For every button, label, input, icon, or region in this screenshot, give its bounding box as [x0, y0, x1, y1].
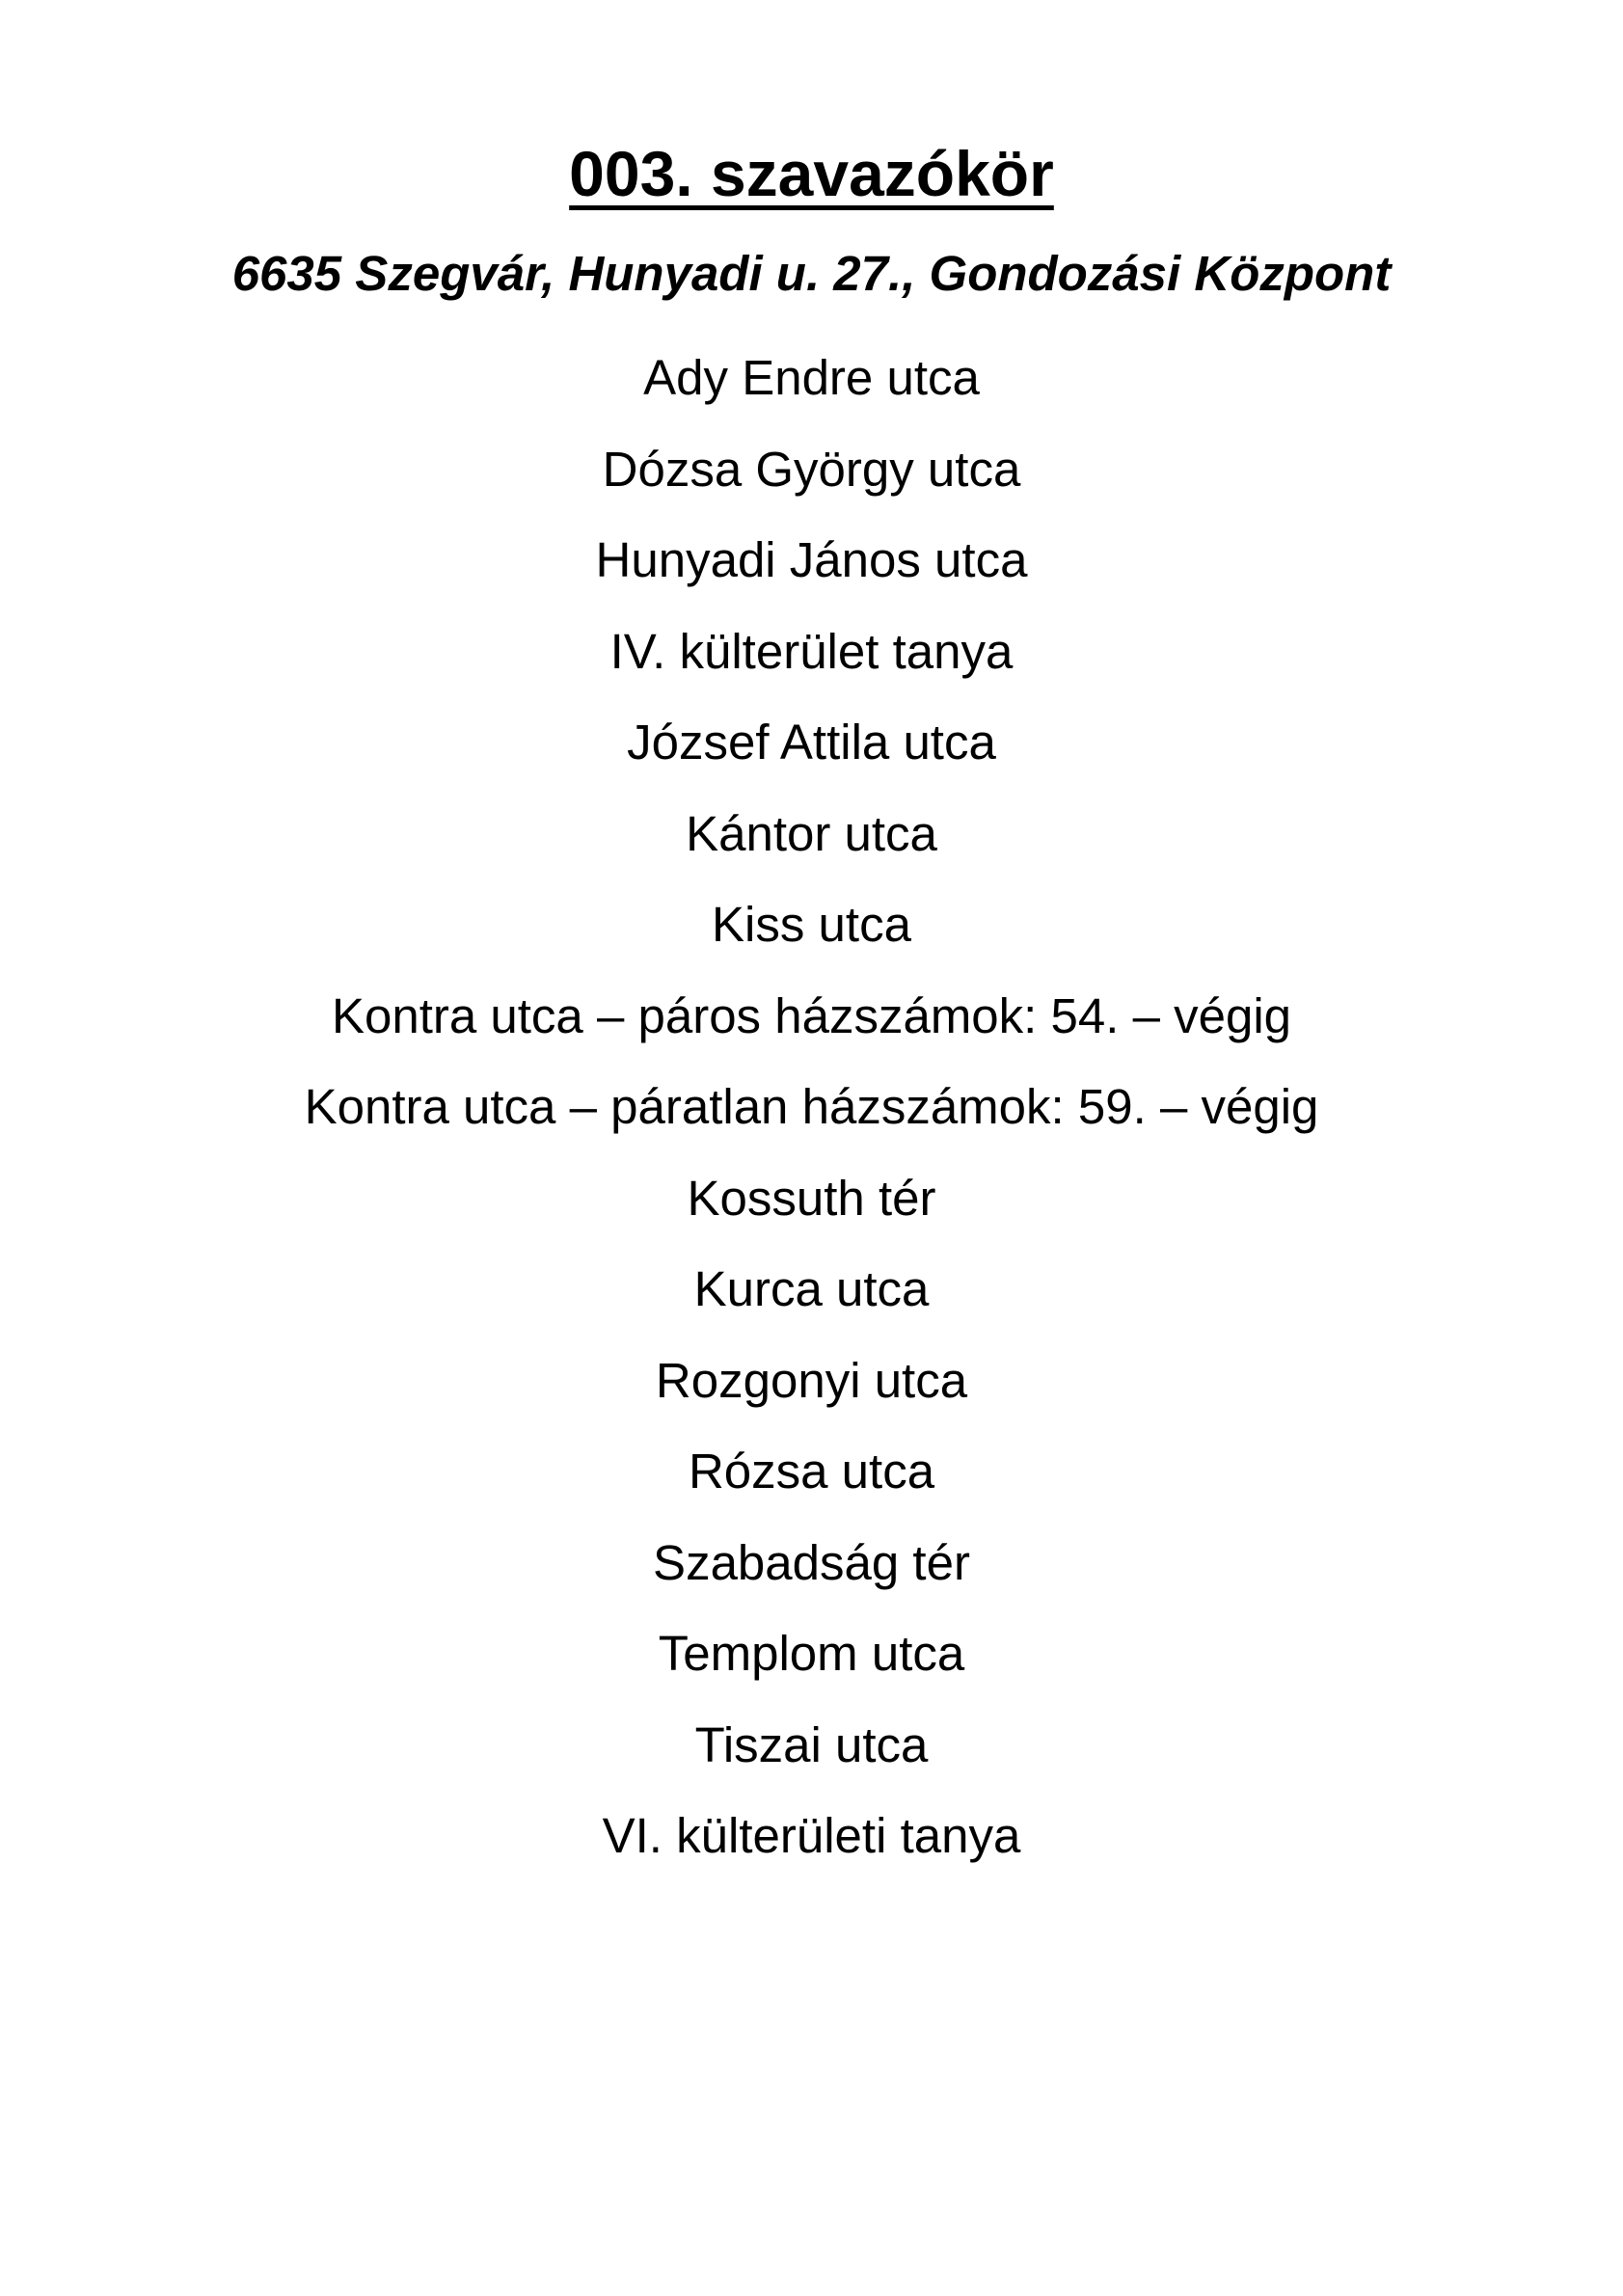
street-item: Dózsa György utca	[602, 441, 1021, 497]
street-item: Kántor utca	[686, 805, 937, 861]
street-item: Kiss utca	[712, 897, 911, 952]
polling-station-address: 6635 Szegvár, Hunyadi u. 27., Gondozási Központ	[231, 246, 1392, 301]
street-item: IV. külterület tanya	[609, 623, 1014, 679]
page-title-text: 003. szavazókör	[569, 138, 1054, 209]
street-item: Tiszai utca	[694, 1716, 929, 1772]
page-title	[0, 135, 1623, 212]
street-list	[0, 333, 1623, 1882]
street-item: Szabadság tér	[653, 1534, 970, 1590]
street-item: Kontra utca – páros házszámok: 54. – végig	[331, 987, 1292, 1043]
street-item: Ady Endre utca	[643, 350, 980, 405]
street-item: Kossuth tér	[687, 1170, 936, 1226]
street-item: Hunyadi János utca	[595, 532, 1028, 587]
street-item: Kurca utca	[693, 1261, 930, 1316]
street-item: Rózsa utca	[688, 1444, 935, 1499]
street-item: VI. külterületi tanya	[602, 1808, 1021, 1863]
street-item: Rozgonyi utca	[655, 1352, 968, 1408]
street-item: Templom utca	[658, 1626, 965, 1681]
street-item: Kontra utca – páratlan házszámok: 59. – végig	[304, 1079, 1319, 1134]
street-item: József Attila utca	[627, 715, 996, 770]
